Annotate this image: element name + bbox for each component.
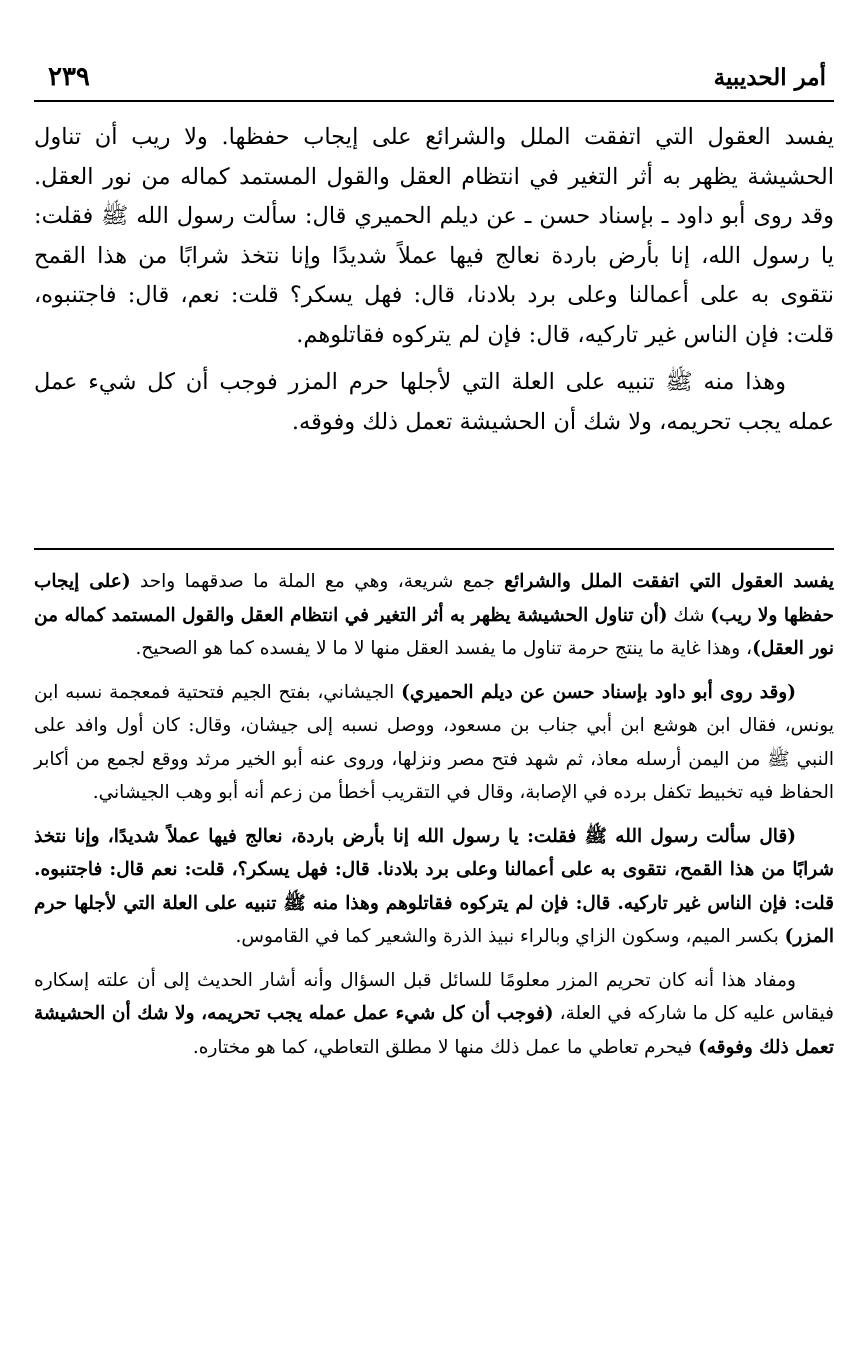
commentary-paragraph (34, 565, 834, 666)
gloss-text: جمع شريعة، وهي مع الملة ما صدقهما واحد (130, 571, 505, 592)
gloss-text: شك (667, 604, 711, 626)
quoted-text: (أن تناول الحشيشة يظهر به أثر التغير في انتظام العقل والقول المستمد كماله من نور العقل) (34, 604, 834, 659)
gloss-text: فيحرم تعاطي ما عمل ذلك منها لا مطلق التعاطي، كما هو مختاره. (192, 1036, 699, 1058)
quoted-text: (وقد روى أبو داود بإسناد حسن عن ديلم الحميري) (401, 681, 796, 703)
gloss-text: ، وهذا غاية ما ينتج حرمة تناول ما يفسد العقل منها لا ما لا يفسده كما هو الصحيح. (135, 638, 753, 659)
page-number: ٢٣٩ (48, 62, 90, 92)
gloss-text: بكسر الميم، وسكون الزاي وبالراء نبيذ الذرة والشعير كما في القاموس. (235, 926, 785, 947)
main-paragraph: يفسد العقول التي اتفقت الملل والشرائع على إيجاب حفظها. ولا ريب أن تناول الحشيشة يظهر به أثر التغير في انتظام العقل والقول المستمد كماله من نور العقل. وقد روى أبو داود ـ بإسناد حسن ـ عن ديلم الحميري قال: سألت رسول الله ﷺ فقلت: يا رسول الله، إنا بأرض باردة نعالج فيها عملاً شديدًا وإنا نتخذ شرابًا من هذا القمح نتقوى به على أعمالنا وعلى برد بلادنا، قال: فهل يسكر؟ قلت: نعم، قال: فاجتنبوه، قلت: فإن الناس غير تاركيه، قال: فإن لم يتركوه فقاتلوهم. (34, 124, 834, 348)
quoted-text: (قال سألت رسول الله ﷺ فقلت: يا رسول الله إنا بأرض باردة، نعالج فيها عملاً شديدًا، وإنا نتخذ شرابًا من هذا القمح، نتقوى به على أعمالنا وعلى برد بلادنا. قال: فهل يسكر؟، قلت: نعم قال: فاجتنبوه. قلت: فإن الناس غير تاركيه. قال: فإن لم يتركوه فقاتلوهم وهذا منه ﷺ تنبيه على العلة التي لأجلها حرم المزر) (34, 825, 834, 947)
main-text (34, 118, 834, 442)
gloss-text: الجيشاني، بفتح الجيم فتحتية فمعجمة نسبه ابن يونس، فقال ابن هوشع ابن أبي جناب بن مسعود، ووصل نسبه إلى جيشان، وقال: كان أول وافد على النبي ﷺ من اليمن أرسله معاذ، ثم شهد فتح مصر ونزلها، وروى عنه أبو الخير مرثد ووقع لجمع من أكابر الحفاظ فيه تخبيط تكفل برده في الإصابة، وقال في التقريب أخطأ من زعم أنه أبو وهب الجيشاني. (34, 681, 834, 803)
quoted-text: (فوجب أن كل شيء عمل عمله يجب تحريمه، ولا شك أن الحشيشة تعمل ذلك وفوقه) (34, 1003, 834, 1058)
quoted-text: يفسد العقول التي اتفقت الملل والشرائع (504, 571, 834, 592)
commentary (34, 565, 834, 1074)
main-paragraph: وهذا منه ﷺ تنبيه على العلة التي لأجلها حرم المزر فوجب أن كل شيء عمل عمله يجب تحريمه، ولا شك أن الحشيشة تعمل ذلك وفوقه. (34, 369, 834, 435)
running-title: أمر الحديبية (713, 64, 826, 91)
gloss-text: ومفاد هذا أنه كان تحريم المزر معلومًا للسائل قبل السؤال وأنه أشار الحديث إلى أن علته إسكاره فيقاس عليه كل ما شاركه في العلة، (34, 969, 834, 1024)
commentary-paragraph (34, 964, 834, 1065)
quoted-text: (على إيجاب حفظها ولا ريب) (34, 571, 834, 626)
commentary-paragraph (34, 676, 834, 810)
page-header (34, 58, 834, 96)
footnote-rule (34, 548, 834, 550)
book-page (34, 0, 834, 1364)
header-rule (34, 100, 834, 102)
commentary-paragraph (34, 820, 834, 954)
